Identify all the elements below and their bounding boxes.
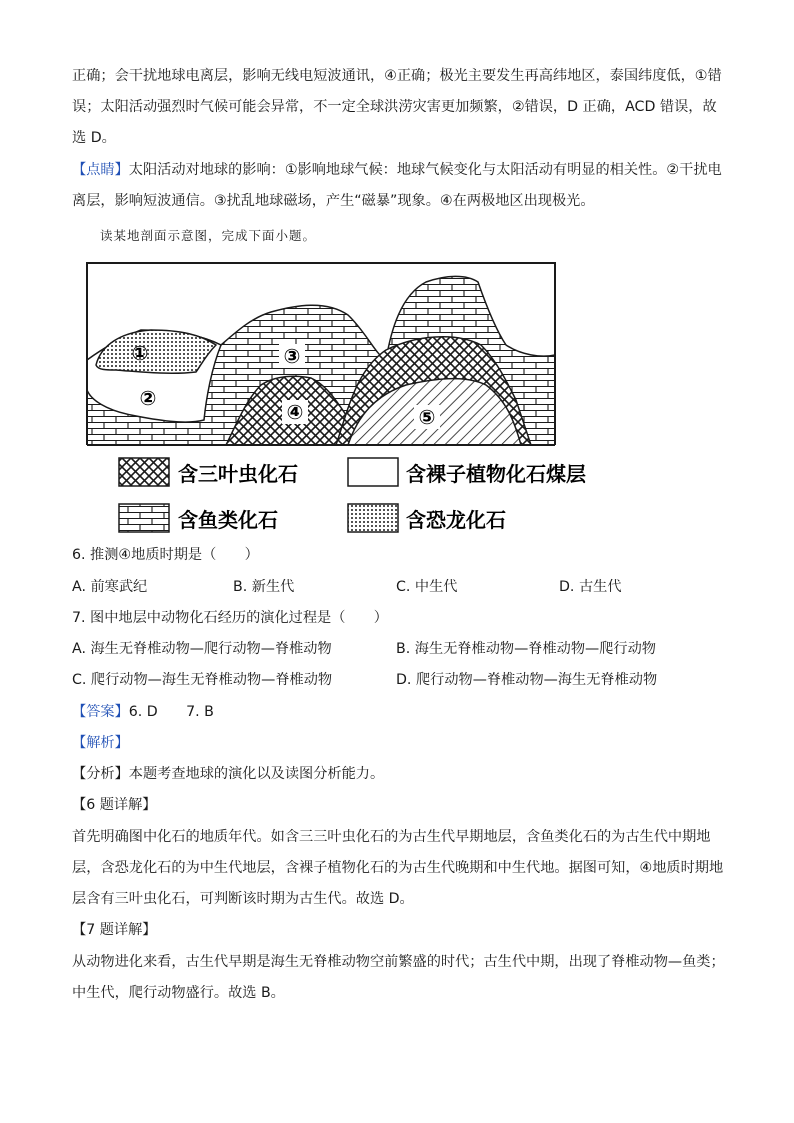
q6-option-b: B. 新生代 xyxy=(233,579,295,595)
legend-swatch-gymnosperm xyxy=(348,458,398,486)
figure-caption: 读某地剖面示意图，完成下面小题。 xyxy=(100,228,317,243)
dianjing-text-1: 太阳活动对地球的影响：①影响地球气候：地球气候变化与太阳活动有明显的相关性。②干扰电 xyxy=(128,162,722,178)
detail6-line-2: 层，含恐龙化石的为中生代地层，含裸子植物化石的为古生代晚期和中生代地。据图可知，④地质时期地 xyxy=(72,860,724,876)
dianjing-line-1 xyxy=(72,160,722,180)
detail6-line-3: 层含有三叶虫化石，可判断该时期为古生代。故选 D。 xyxy=(72,891,414,907)
q6-option-c: C. 中生代 xyxy=(396,579,458,595)
analysis-tag: 【解析】 xyxy=(72,735,129,751)
legend-gymnosperm-coal: 含裸子植物化石煤层 xyxy=(406,462,586,486)
legend-swatch-trilobite xyxy=(119,458,169,486)
layer-label-3: ③ xyxy=(283,344,301,368)
q6-option-a: A. 前寒武纪 xyxy=(72,579,148,595)
q7-option-a: A. 海生无脊椎动物—爬行动物—脊椎动物 xyxy=(72,641,332,657)
fenxi-text: 本题考查地球的演化以及读图分析能力。 xyxy=(128,766,385,782)
explanation-line-1: 正确；会干扰地球电离层，影响无线电短波通讯，④正确；极光主要发生再高纬地区，泰国纬度低，①错 xyxy=(72,68,722,84)
legend-swatch-fish xyxy=(119,504,169,532)
fenxi-tag: 【分析】 xyxy=(72,766,129,782)
answer-line xyxy=(72,702,214,722)
answer-text: 6. D 7. B xyxy=(128,704,214,720)
explanation-line-3: 选 D。 xyxy=(72,130,116,146)
layer-label-1: ① xyxy=(131,341,149,365)
legend-dinosaur: 含恐龙化石 xyxy=(406,508,506,532)
detail6-line-1: 首先明确图中化石的地质年代。如含三三叶虫化石的为古生代早期地层，含鱼类化石的为古生代中期地 xyxy=(72,829,711,845)
q7-option-d: D. 爬行动物—脊椎动物—海生无脊椎动物 xyxy=(396,672,658,688)
q7-stem: 7. 图中地层中动物化石经历的演化过程是（ ） xyxy=(72,610,388,626)
detail7-line-1: 从动物进化来看，古生代早期是海生无脊椎动物空前繁盛的时代；古生代中期，出现了脊椎动物—鱼类； xyxy=(72,954,725,970)
detail6-tag: 【6 题详解】 xyxy=(72,797,157,813)
fenxi-line xyxy=(72,764,384,784)
legend-trilobite: 含三叶虫化石 xyxy=(178,462,298,486)
detail7-line-2: 中生代，爬行动物盛行。故选 B。 xyxy=(72,985,285,1001)
geologic-profile-figure xyxy=(86,260,626,546)
geologic-profile-svg xyxy=(86,260,626,542)
q6-option-d: D. 古生代 xyxy=(559,579,622,595)
detail7-tag: 【7 题详解】 xyxy=(72,922,157,938)
explanation-line-2: 误；太阳活动强烈时气候可能会异常，不一定全球洪涝灾害更加频繁，②错误，D 正确，ACD 错误，故 xyxy=(72,99,717,115)
layer-label-5: ⑤ xyxy=(418,405,436,429)
dinosaur-fossil-layer xyxy=(96,330,216,373)
dianjing-tag: 【点睛】 xyxy=(72,162,129,178)
q7-option-c: C. 爬行动物—海生无脊椎动物—脊椎动物 xyxy=(72,672,333,688)
legend xyxy=(119,458,586,532)
dianjing-line-2: 离层，影响短波通信。③扰乱地球磁场，产生“磁暴”现象。④在两极地区出现极光。 xyxy=(72,193,595,209)
layer-label-4: ④ xyxy=(286,400,304,424)
legend-swatch-dinosaur xyxy=(348,504,398,532)
q7-option-b: B. 海生无脊椎动物—脊椎动物—爬行动物 xyxy=(396,641,656,657)
layer-label-2: ② xyxy=(139,386,157,410)
q6-stem: 6. 推测④地质时期是（ ） xyxy=(72,547,259,563)
answer-tag: 【答案】 xyxy=(72,704,129,720)
legend-fish: 含鱼类化石 xyxy=(178,508,278,532)
